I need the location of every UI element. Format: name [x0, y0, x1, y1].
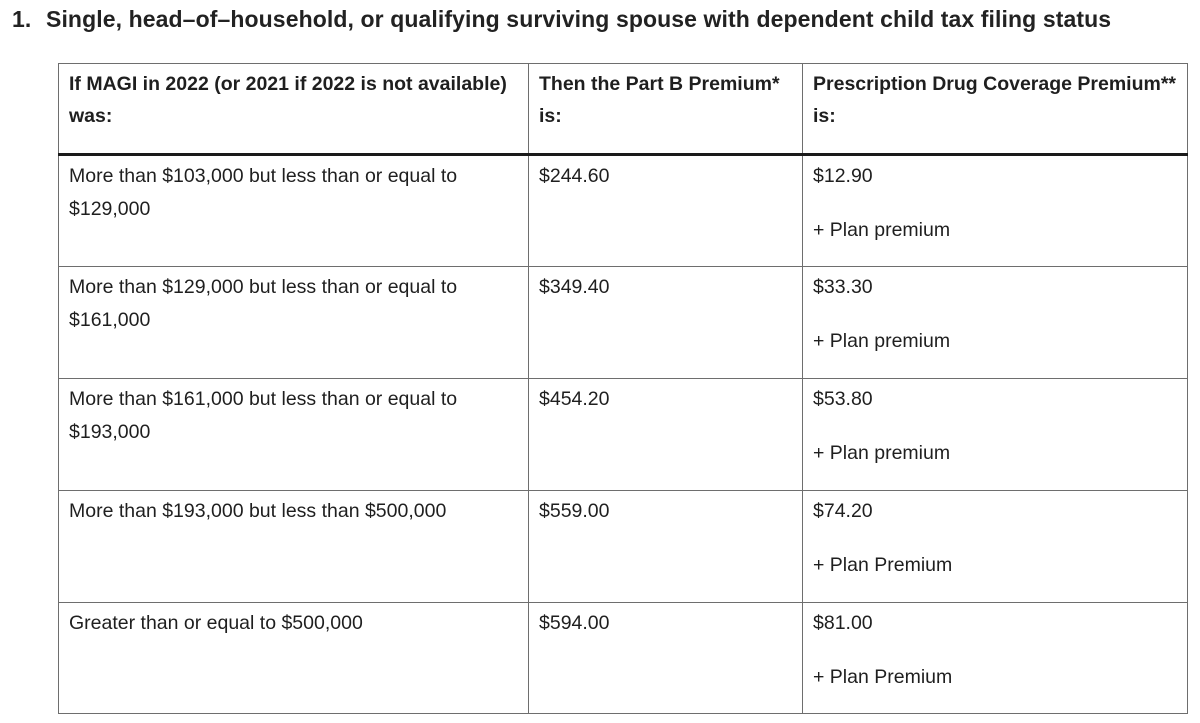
magi-cell: Greater than or equal to $500,000: [59, 603, 529, 714]
drug-cell: [803, 491, 1188, 603]
magi-cell: More than $103,000 but less than or equal to $129,000: [59, 155, 529, 267]
header-magi: If MAGI in 2022 (or 2021 if 2022 is not available) was:: [59, 64, 529, 155]
part-b-cell: $454.20: [529, 379, 803, 491]
drug-amount: $12.90: [813, 165, 873, 187]
table-row: [59, 379, 1188, 491]
premium-table: [58, 63, 1188, 714]
drug-amount: $33.30: [813, 276, 873, 298]
drug-cell: [803, 155, 1188, 267]
table-row: [59, 491, 1188, 603]
header-part-b-premium: Then the Part B Premium* is:: [529, 64, 803, 155]
drug-cell: [803, 603, 1188, 714]
part-b-cell: $349.40: [529, 267, 803, 379]
drug-cell: [803, 267, 1188, 379]
plan-premium-note: + Plan premium: [813, 219, 951, 241]
plan-premium-note: + Plan Premium: [813, 554, 953, 576]
part-b-cell: $594.00: [529, 603, 803, 714]
section-heading: [12, 6, 1111, 33]
table-row: [59, 603, 1188, 714]
table-header-row: [59, 64, 1188, 155]
drug-amount: $74.20: [813, 500, 873, 522]
table-row: [59, 267, 1188, 379]
plan-premium-note: + Plan premium: [813, 330, 951, 352]
plan-premium-note: + Plan Premium: [813, 666, 953, 688]
section-title: Single, head–of–household, or qualifying surviving spouse with dependent child tax filing status: [46, 6, 1112, 32]
drug-cell: [803, 379, 1188, 491]
drug-amount: $81.00: [813, 612, 873, 634]
header-drug-coverage-premium: Prescription Drug Coverage Premium** is:: [803, 64, 1188, 155]
section-number: 1.: [12, 6, 32, 32]
drug-amount: $53.80: [813, 388, 873, 410]
plan-premium-note: + Plan premium: [813, 442, 951, 464]
magi-cell: More than $129,000 but less than or equal to $161,000: [59, 267, 529, 379]
table-row: [59, 155, 1188, 267]
magi-cell: More than $193,000 but less than $500,000: [59, 491, 529, 603]
magi-cell: More than $161,000 but less than or equal to $193,000: [59, 379, 529, 491]
part-b-cell: $244.60: [529, 155, 803, 267]
part-b-cell: $559.00: [529, 491, 803, 603]
